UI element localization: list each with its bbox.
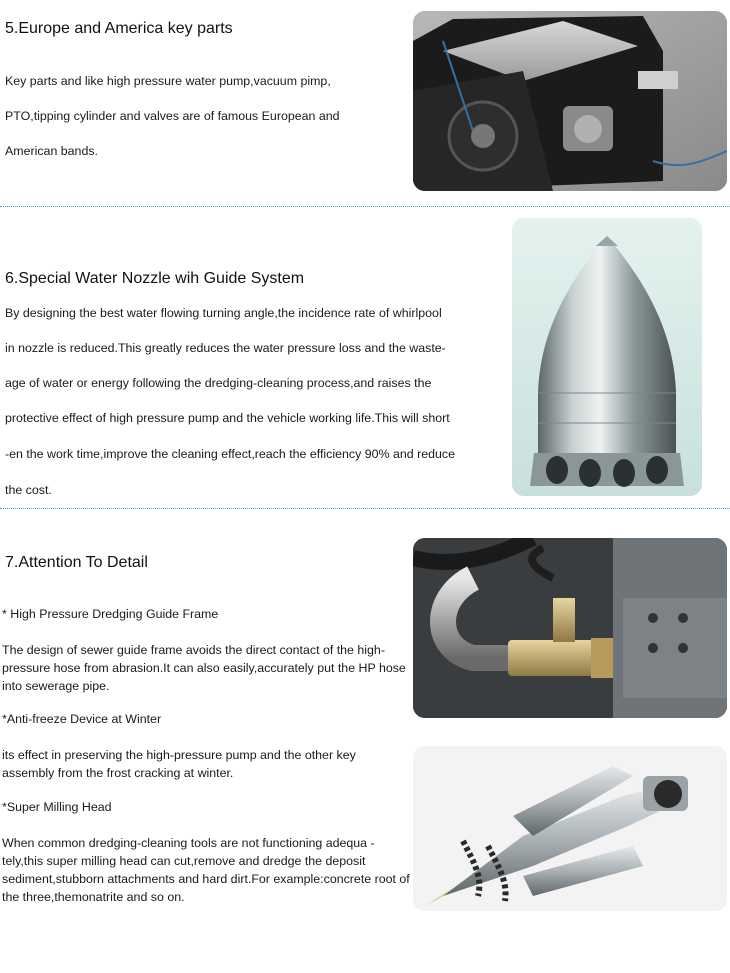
- section6-line: in nozzle is reduced.This greatly reduces the water pressure loss and the waste-: [5, 341, 446, 355]
- section5-title: 5.Europe and America key parts: [5, 20, 233, 37]
- section-divider: [0, 206, 730, 207]
- pump-photo: [413, 11, 727, 191]
- section5-line: American bands.: [5, 144, 98, 158]
- detail-heading-anti-freeze: *Anti-freeze Device at Winter: [2, 712, 162, 726]
- section6-title: 6.Special Water Nozzle wih Guide System: [5, 270, 305, 287]
- section6-line: -en the work time,improve the cleaning effect,reach the efficiency 90% and reduce: [5, 447, 455, 461]
- milling-head-photo: [413, 746, 727, 911]
- section-divider: [0, 508, 730, 509]
- section6-line: age of water or energy following the dredging-cleaning process,and raises the: [5, 376, 432, 390]
- detail-heading-guide-frame: * High Pressure Dredging Guide Frame: [2, 607, 219, 621]
- section6-line: By designing the best water flowing turning angle,the incidence rate of whirlpool: [5, 306, 442, 320]
- section5-line: PTO,tipping cylinder and valves are of famous European and: [5, 109, 340, 123]
- detail-text-guide-frame: The design of sewer guide frame avoids the direct contact of the high-pressure hose from abrasion.It can also easily,accurately put the HP hose into sewerage pipe.: [2, 643, 406, 693]
- detail-text-milling-head: When common dredging-cleaning tools are not functioning adequa -tely,this super milling head can cut,remove and dredge the deposit sediment,stubborn attachments and hard dirt.For example:concrete root of the three,themonatrite and so on.: [2, 836, 410, 904]
- section7-title: 7.Attention To Detail: [5, 554, 148, 571]
- section5-line: Key parts and like high pressure water pump,vacuum pimp,: [5, 74, 331, 88]
- detail-text-anti-freeze: its effect in preserving the high-pressure pump and the other key assembly from the frost cracking at winter.: [2, 748, 356, 780]
- nozzle-photo: [512, 218, 702, 496]
- section6-line: protective effect of high pressure pump and the vehicle working life.This will short: [5, 411, 450, 425]
- guide-frame-photo: [413, 538, 727, 718]
- detail-heading-milling-head: *Super Milling Head: [2, 800, 112, 814]
- section6-line: the cost.: [5, 483, 52, 497]
